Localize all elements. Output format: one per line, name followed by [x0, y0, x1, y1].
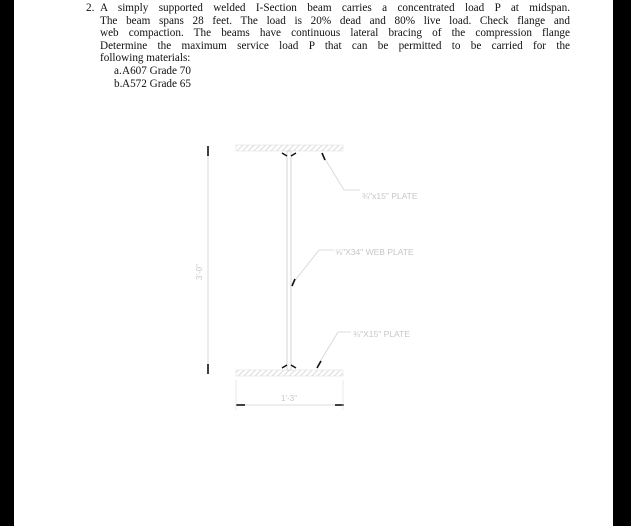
top-flange-plate [236, 145, 343, 151]
depth-dimension-text: 3'-0" [195, 264, 204, 280]
top-plate-label: ¾"x15" PLATE [362, 191, 418, 201]
problem-line: Determine the maximum service load P that can be permitted to be carried for the [100, 39, 570, 52]
web-plate [287, 151, 291, 370]
top-plate-leader [322, 154, 360, 190]
material-item: a. A607 Grade 70 [114, 64, 191, 77]
bottom-plate-leader [318, 332, 351, 365]
bottom-flange-plate [236, 370, 343, 376]
problem-line: A simply supported welded I-Section beam carries a concentrated load P at midspan. [100, 2, 570, 14]
material-item: b. A572 Grade 65 [114, 77, 191, 90]
problem-line: following materials: [100, 52, 191, 65]
i-section-figure [14, 0, 613, 526]
problem-line: The beam spans 28 feet. The load is 20% dead and 80% live load. Check flange and [100, 14, 570, 27]
problem-number: 2. [86, 2, 95, 14]
web-plate-leader [293, 250, 334, 283]
width-dimension-text: 1'-3" [281, 394, 297, 403]
web-plate-label: ⅝"X34" WEB PLATE [335, 247, 414, 257]
document-page [14, 0, 613, 526]
bottom-plate-label: ¾"X15" PLATE [353, 329, 410, 339]
problem-line: web compaction. The beams have continuous lateral bracing of the compression flange [100, 27, 570, 40]
